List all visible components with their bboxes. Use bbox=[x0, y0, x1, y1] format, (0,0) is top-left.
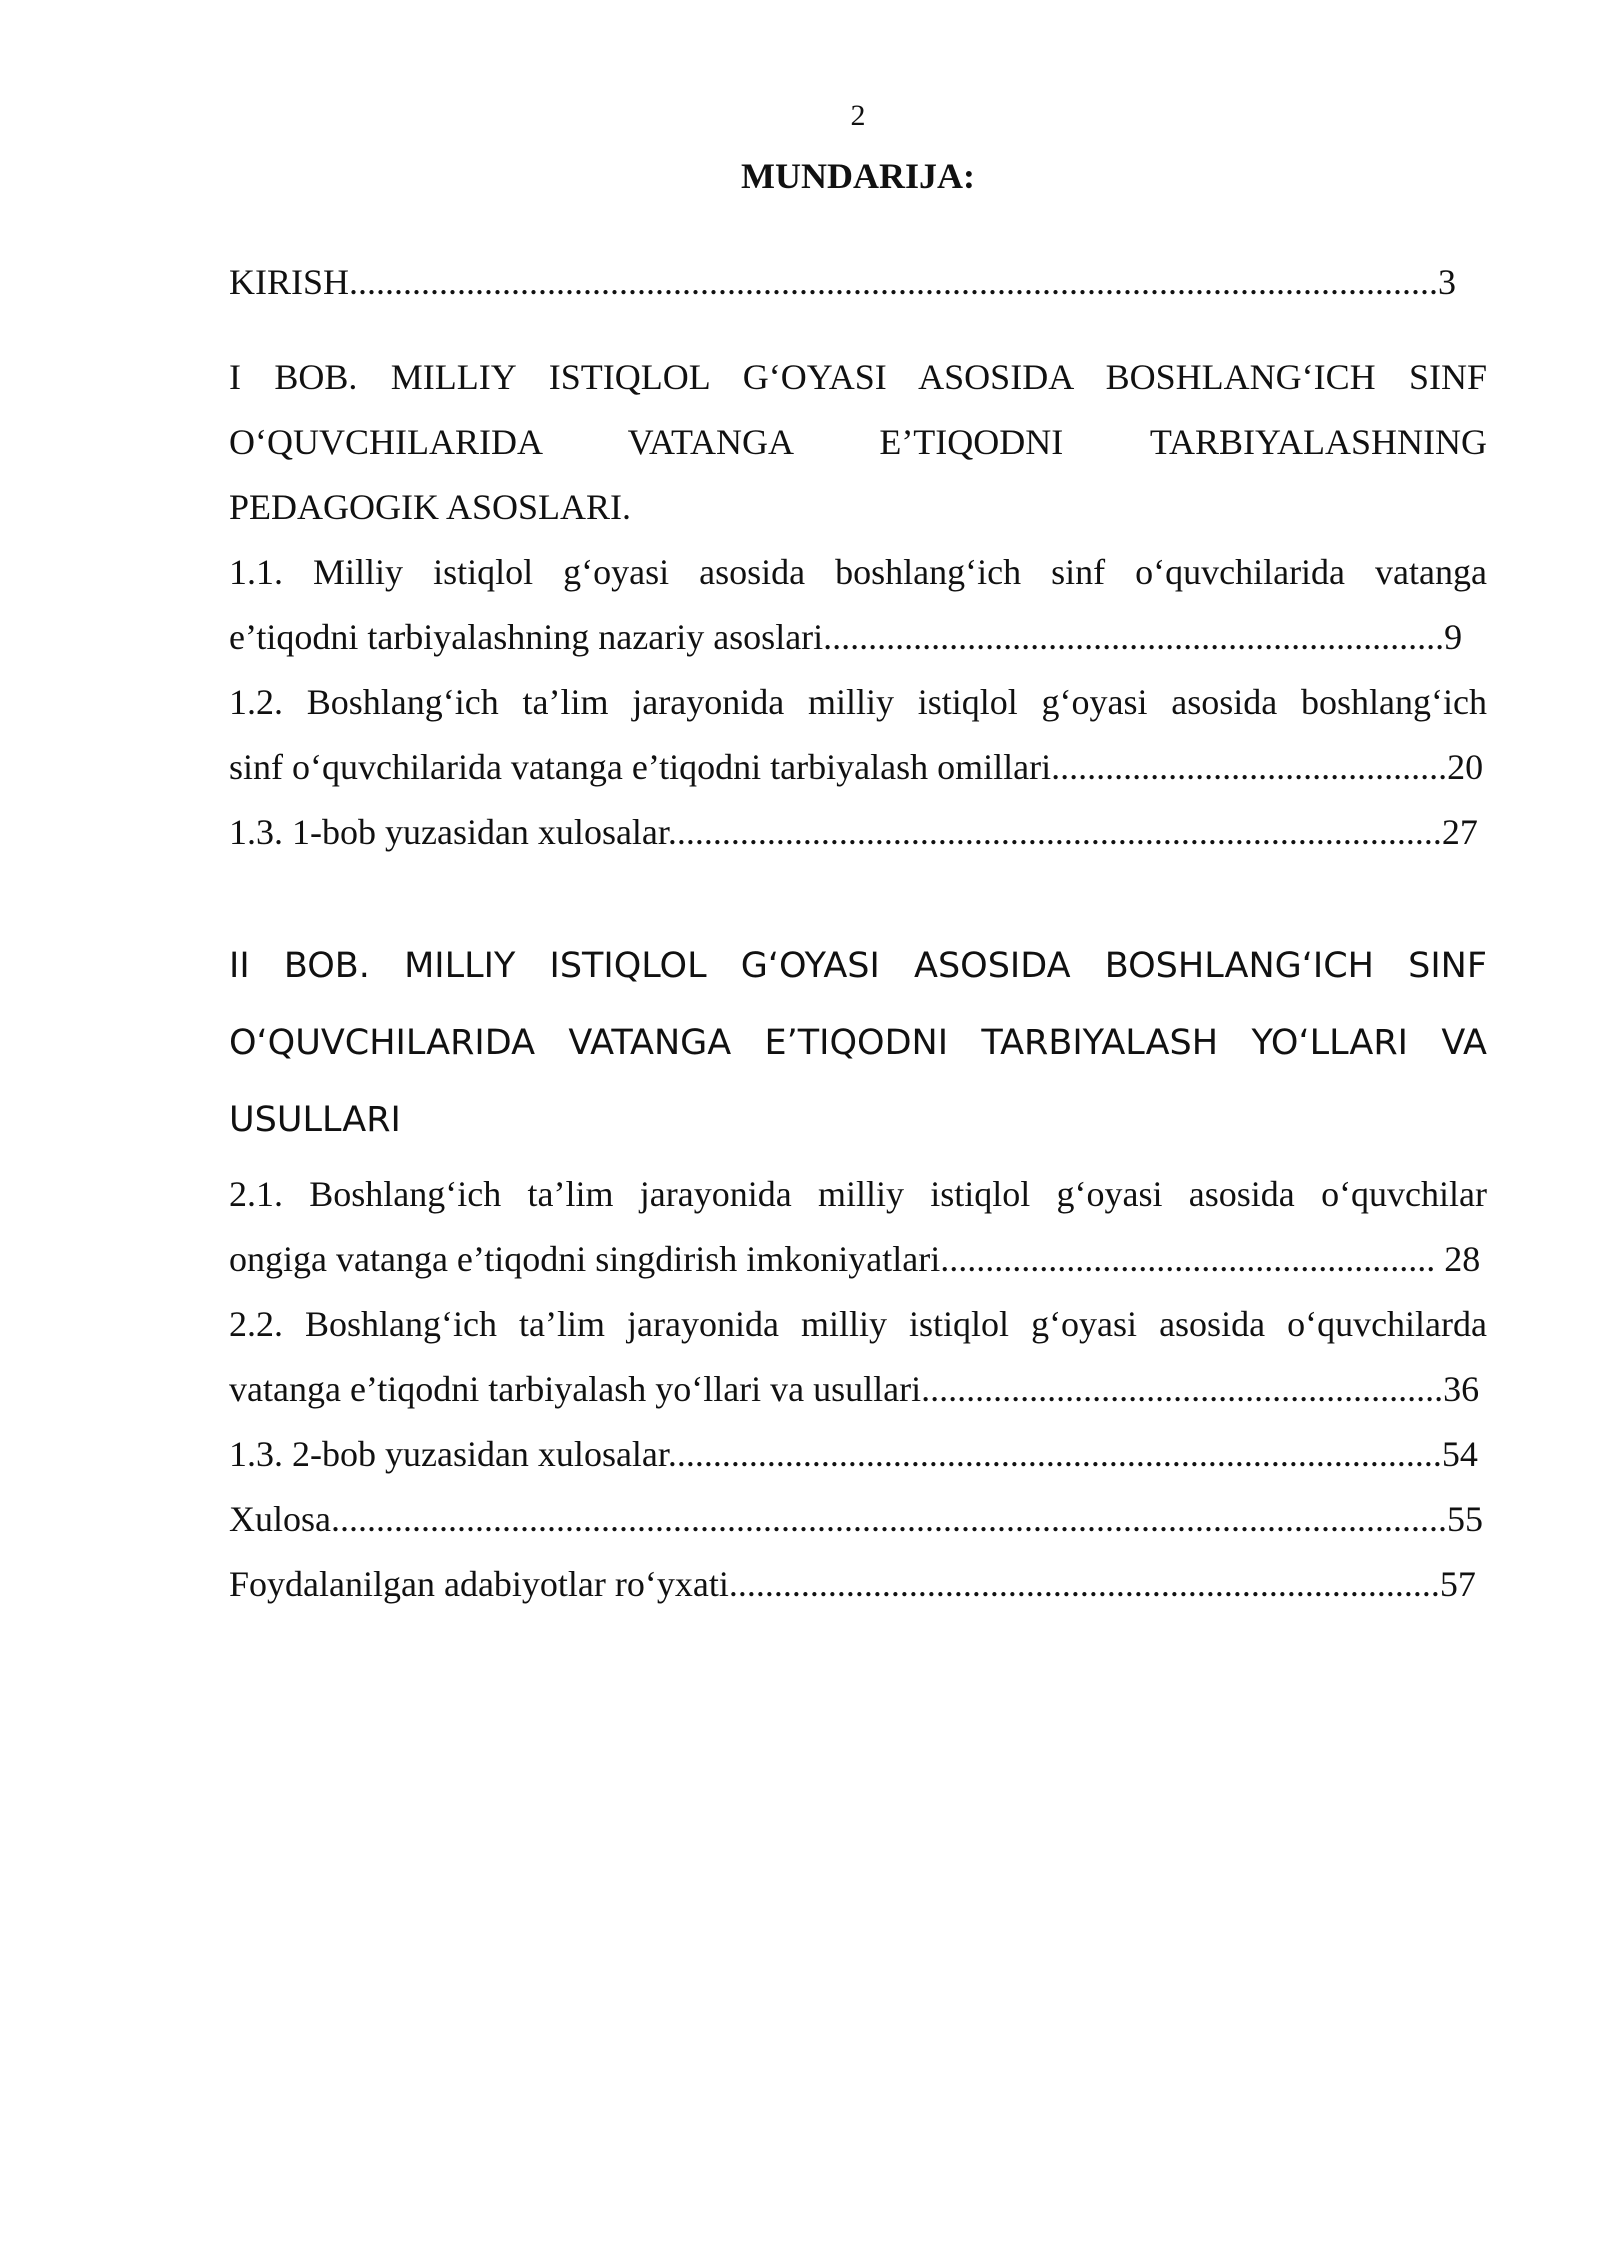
toc-entry-1-2[interactable] bbox=[229, 670, 1487, 800]
chapter-heading-1[interactable] bbox=[229, 345, 1487, 540]
toc-entry-text: sinf o‘quvchilarida vatanga e’tiqodni tarbiyalash omillari bbox=[229, 747, 1052, 787]
toc-entry-line: 1.1. Milliy istiqlol g‘oyasi asosida boshlang‘ich sinf o‘quvchilarida vatanga bbox=[229, 552, 1487, 592]
toc-entry-references[interactable] bbox=[229, 1552, 1487, 1617]
toc-entry-text: 1.3. 2-bob yuzasidan xulosalar bbox=[229, 1434, 668, 1474]
toc-entry-line bbox=[229, 735, 1487, 800]
leader-dots: ...................................................................................... bbox=[667, 1434, 1442, 1474]
toc-entry-line: 2.1. Boshlang‘ich ta’lim jarayonida milliy istiqlol g‘oyasi asosida o‘quvchilar bbox=[229, 1174, 1487, 1214]
toc-page-number: 3 bbox=[1438, 262, 1457, 302]
toc-entry-text: vatanga e’tiqodni tarbiyalash yo‘llari va usullari bbox=[229, 1369, 922, 1409]
toc-page-number: 36 bbox=[1443, 1369, 1480, 1409]
toc-page-number: 27 bbox=[1441, 812, 1478, 852]
toc-entry-text: 1.3. 1-bob yuzasidan xulosalar bbox=[229, 812, 668, 852]
toc-page-number: 20 bbox=[1447, 747, 1484, 787]
chapter-heading-line: O‘QUVCHILARIDA VATANGA E’TIQODNI TARBIYALASH YO‘LLARI VA bbox=[229, 1023, 1487, 1063]
leader-dots: ......................................................................................................................... bbox=[349, 262, 1439, 302]
chapter-heading-line: USULLARI bbox=[229, 1100, 401, 1140]
toc-entry-line: 1.2. Boshlang‘ich ta’lim jarayonida milliy istiqlol g‘oyasi asosida boshlang‘ich bbox=[229, 682, 1487, 722]
leader-dots: ............................................................................................................................ bbox=[331, 1499, 1447, 1539]
toc-entry-text: e’tiqodni tarbiyalashning nazariy asoslari bbox=[229, 617, 824, 657]
toc-entry-line bbox=[229, 1357, 1487, 1422]
leader-dots: ............................................ bbox=[1051, 747, 1448, 787]
page-number: 2 bbox=[850, 99, 866, 132]
toc-entry-xulosa[interactable] bbox=[229, 1487, 1487, 1552]
toc-entry-line bbox=[229, 250, 1487, 315]
toc-entry-text: Foydalanilgan adabiyotlar ro‘yxati bbox=[229, 1564, 729, 1604]
toc-page-number: 9 bbox=[1444, 617, 1463, 657]
leader-dots: ...................................................................................... bbox=[667, 812, 1442, 852]
toc-page-number: 55 bbox=[1447, 1499, 1483, 1539]
toc-entry-1-3[interactable] bbox=[229, 800, 1487, 865]
page-title: MUNDARIJA: bbox=[741, 156, 975, 196]
chapter-heading-line: PEDAGOGIK ASOSLARI. bbox=[229, 487, 632, 527]
toc-page-number: 28 bbox=[1435, 1239, 1481, 1279]
leader-dots: .......................................................... bbox=[921, 1369, 1444, 1409]
toc-entry-text: ongiga vatanga e’tiqodni singdirish imkoniyatlari bbox=[229, 1239, 941, 1279]
toc-entry-2-2[interactable] bbox=[229, 1292, 1487, 1422]
toc-entry-line bbox=[229, 1227, 1487, 1292]
toc-entry-line bbox=[229, 1487, 1487, 1552]
toc-page-number: 54 bbox=[1441, 1434, 1478, 1474]
toc-entry-text: Xulosa bbox=[229, 1499, 331, 1539]
chapter-heading-line: O‘QUVCHILARIDA VATANGA E’TIQODNI TARBIYALASHNING bbox=[229, 422, 1487, 462]
chapter-heading-line: II BOB. MILLIY ISTIQLOL G‘OYASI ASOSIDA BOSHLANG‘ICH SINF bbox=[229, 946, 1487, 986]
toc-entry-2-1[interactable] bbox=[229, 1162, 1487, 1292]
toc-entry-line bbox=[229, 605, 1487, 670]
toc-page-number: 57 bbox=[1439, 1564, 1476, 1604]
leader-dots: ..................................................................... bbox=[823, 617, 1445, 657]
toc-entry-text: KIRISH bbox=[229, 262, 350, 302]
toc-entry-line bbox=[229, 1422, 1487, 1487]
toc-entry-kirish[interactable] bbox=[229, 250, 1487, 315]
toc-entry-line bbox=[229, 800, 1487, 865]
leader-dots: ....................................................... bbox=[940, 1239, 1436, 1279]
toc-entry-line bbox=[229, 1552, 1487, 1617]
toc-entry-2-3[interactable] bbox=[229, 1422, 1487, 1487]
toc-entry-1-1[interactable] bbox=[229, 540, 1487, 670]
toc-entry-line: 2.2. Boshlang‘ich ta’lim jarayonida milliy istiqlol g‘oyasi asosida o‘quvchilarda bbox=[229, 1304, 1487, 1344]
chapter-heading-line: I BOB. MILLIY ISTIQLOL G‘OYASI ASOSIDA BOSHLANG‘ICH SINF bbox=[229, 357, 1487, 397]
chapter-heading-2[interactable] bbox=[229, 928, 1487, 1159]
leader-dots: ............................................................................... bbox=[728, 1564, 1440, 1604]
